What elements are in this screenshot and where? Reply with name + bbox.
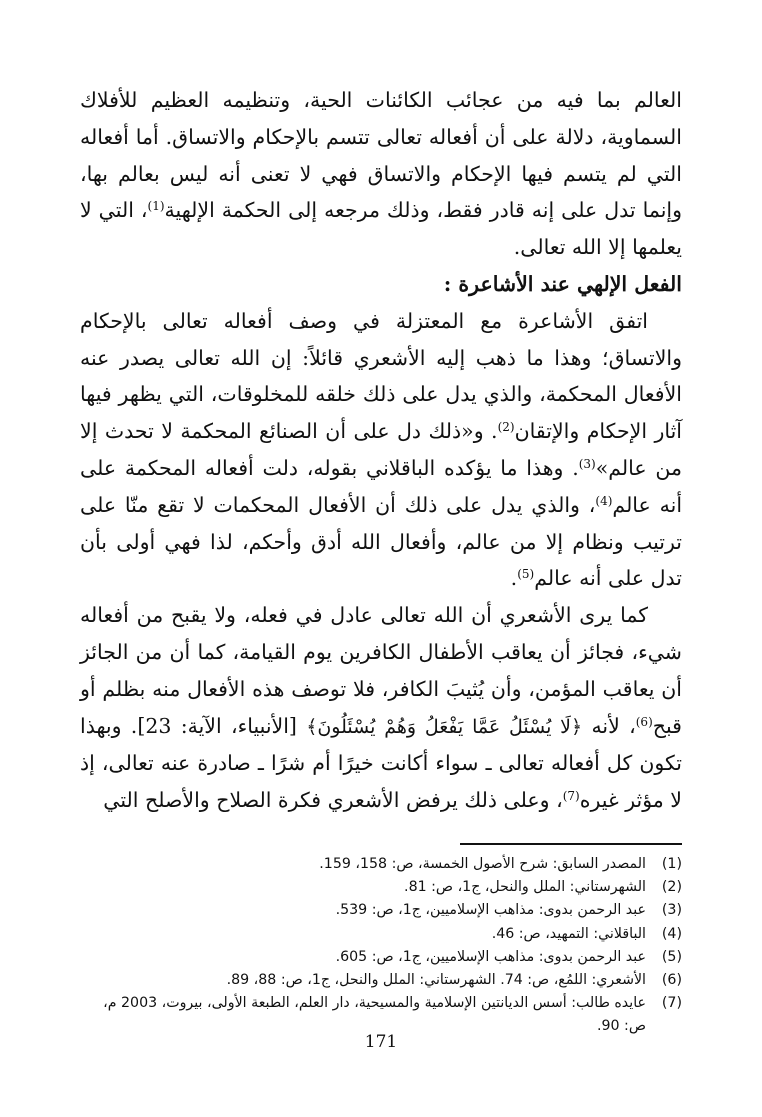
paragraph-1-text: العالم بما فيه من عجائب الكائنات الحية، وتنظيمه العظيم للأفلاك السماوية، دلالة على أن أفعاله تعالى تتسم بالإحكام والاتساق. أما أفعاله التي لم يتسم فيها الإحكام والاتساق فهي لا تعنى أنه ليس بعالم بها، وإنما تدل على إنه قادر فقط، وذلك مرجعه إلى الحكمة الإلهية bbox=[80, 88, 682, 223]
footnote-text: الأشعري: اللمُع، ص: 74. الشهرستاني: الملل والنحل، ج1، ص: 88، 89. bbox=[226, 971, 646, 988]
footnote-number: (7) bbox=[661, 995, 682, 1012]
footnote-item bbox=[80, 969, 682, 992]
footnote-ref-4: (4) bbox=[595, 493, 613, 508]
footnote-ref-7: (7) bbox=[562, 789, 580, 804]
footnote-item bbox=[80, 923, 682, 946]
paragraph-3-text-b: ، لأنه bbox=[582, 713, 636, 738]
footnote-separator bbox=[460, 843, 682, 845]
page-number: 171 bbox=[364, 1032, 398, 1052]
footnote-text: عايده طالب: أسس الديانتين الإسلامية والمسيحية، دار العلم، الطبعة الأولى، بيروت، 2003 م، ص: 90. bbox=[103, 995, 646, 1035]
footnote-text: المصدر السابق: شرح الأصول الخمسة، ص: 158، 159. bbox=[319, 855, 646, 872]
footnote-ref-3: (3) bbox=[578, 456, 596, 471]
footnote-number: (1) bbox=[661, 855, 682, 872]
footnote-number: (3) bbox=[661, 902, 682, 919]
paragraph-1 bbox=[80, 82, 682, 266]
footnote-number: (4) bbox=[661, 925, 682, 942]
paragraph-2-text-d: ، والذي يدل على ذلك أن الأفعال المحكمات لا تقع منّا على ترتيب ونظام إلا من عالم، وأفعال الله أدق وأحكم، لذا فهي أولى بأن تدل على أنه عالم bbox=[80, 492, 682, 591]
footnote-ref-2: (2) bbox=[497, 420, 515, 435]
quran-verse: ﴿لَا يُسْئَلُ عَمَّا يَفْعَلُ وَهُمْ يُسْئَلُونَ﴾ bbox=[306, 715, 583, 738]
footnote-item bbox=[80, 946, 682, 969]
footnote-text: الباقلاني: التمهيد، ص: 46. bbox=[491, 925, 646, 942]
footnote-text: الشهرستاني: الملل والنحل، ج1، ص: 81. bbox=[404, 879, 646, 896]
paragraph-2-text-e: . bbox=[510, 566, 518, 591]
footnote-ref-1: (1) bbox=[147, 199, 165, 214]
footnote-text: عبد الرحمن بدوى: مذاهب الإسلاميين، ج1، ص: 539. bbox=[335, 902, 646, 919]
paragraph-3 bbox=[80, 597, 682, 819]
section-heading: الفعل الإلهي عند الأشاعرة : bbox=[443, 271, 682, 296]
paragraph-3-text-c: . وبهذا تكون كل أفعاله تعالى ـ سواء أكانت خيرًا أم شرًا ـ صادرة عنه تعالى، إذ لا مؤثر غيره bbox=[80, 713, 682, 813]
paragraph-2-text-b: . و«ذلك دل على أن الصنائع المحكمة لا تحدث إلا من عالم» bbox=[80, 419, 682, 480]
footnotes-list bbox=[80, 853, 682, 1039]
paragraph-2 bbox=[80, 303, 682, 597]
paragraph-2-text-a: اتفق الأشاعرة مع المعتزلة في وصف أفعاله تعالى بالإحكام والاتساق؛ وهذا ما ذهب إليه الأشعري قائلاً: إن الله تعالى يصدر عنه الأفعال المحكمة، والذي يدل على ذلك خلقه للمخلوقات، التي يظهر فيها آثار الإحكام والإتقان bbox=[80, 308, 683, 444]
footnote-item bbox=[80, 876, 682, 899]
footnote-ref-5: (5) bbox=[517, 567, 535, 582]
footnote-number: (5) bbox=[661, 948, 682, 965]
verse-citation: [الأنبياء، الآية: 23] bbox=[137, 713, 307, 738]
paragraph-1-end: ، التي لا يعلمها إلا الله تعالى. bbox=[80, 198, 682, 260]
paragraph-2-text-c: . وهذا ما يؤكده الباقلاني بقوله، دلت أفعاله المحكمة على أنه عالم bbox=[80, 455, 683, 517]
footnote-text: عبد الرحمن بدوى: مذاهب الإسلاميين، ج1، ص: 605. bbox=[335, 948, 646, 965]
footnote-item bbox=[80, 899, 682, 922]
footnote-number: (6) bbox=[661, 971, 682, 988]
paragraph-3-text-d: ، وعلى ذلك يرفض الأشعري فكرة الصلاح والأصلح التي bbox=[103, 788, 563, 813]
footnote-ref-6: (6) bbox=[635, 714, 653, 729]
footnote-item bbox=[80, 853, 682, 876]
paragraph-3-text-a: كما يرى الأشعري أن الله تعالى عادل في فعله، ولا يقبح من أفعاله شيء، فجائز أن يعاقب الأطفال الكافرين يوم القيامة، كما أن من الجائز أن يعاقب المؤمن، وأن يُثيبَ الكافر، فلا توصف هذه الأفعال منه بظلم أو قبح bbox=[80, 603, 682, 738]
footnote-number: (2) bbox=[661, 879, 682, 896]
